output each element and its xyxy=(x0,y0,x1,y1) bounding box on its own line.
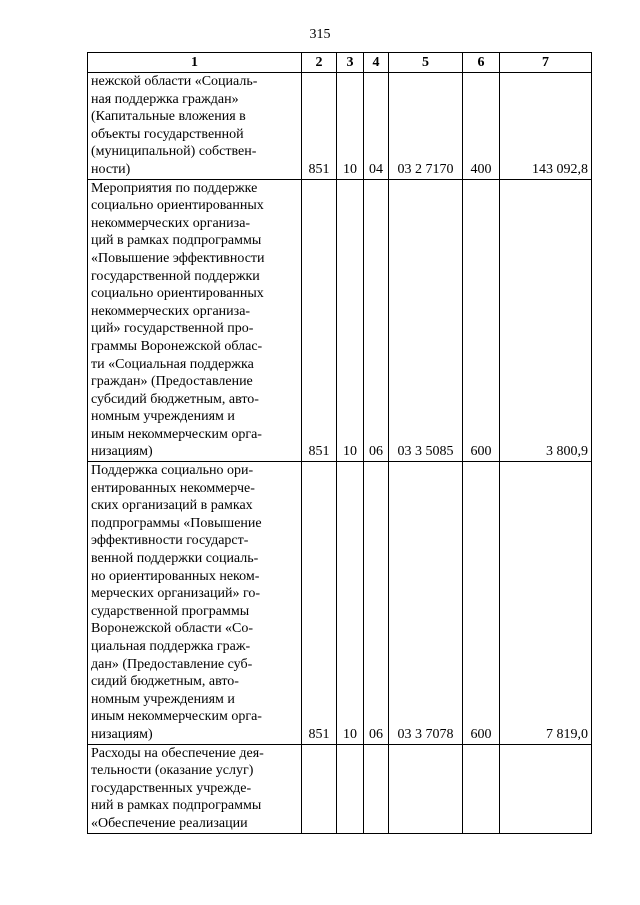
description-line: субсидий бюджетным, авто- xyxy=(91,391,259,407)
expense-type-code: 600 xyxy=(463,462,500,745)
description-line: объекты государственной xyxy=(91,126,244,142)
description-line: тельности (оказание услуг) xyxy=(91,763,254,779)
description-line: дан» (Предоставление суб- xyxy=(91,656,253,672)
column-header-1: 1 xyxy=(88,53,302,73)
description-line: мерческих организаций» го- xyxy=(91,586,261,602)
description-line: граммы Воронежской облас- xyxy=(91,338,263,354)
description-line: сидий бюджетным, авто- xyxy=(91,674,239,690)
description-line: но ориентированных неком- xyxy=(91,568,260,584)
column-header-7: 7 xyxy=(500,53,592,73)
subsection-code: 06 xyxy=(364,462,389,745)
section-code: 10 xyxy=(337,73,364,180)
section-code xyxy=(337,744,364,833)
row-description xyxy=(88,179,302,462)
ministry-code: 851 xyxy=(302,462,337,745)
row-description xyxy=(88,744,302,833)
description-line: иным некоммерческим орга- xyxy=(91,709,262,725)
description-line: некоммерческих организа- xyxy=(91,215,251,231)
description-line: ентированных некоммерче- xyxy=(91,480,255,496)
description-line: венной поддержки социаль- xyxy=(91,551,259,567)
subsection-code: 04 xyxy=(364,73,389,180)
column-header-2: 2 xyxy=(302,53,337,73)
description-line: граждан» (Предоставление xyxy=(91,374,253,390)
description-line: эффективности государст- xyxy=(91,533,249,549)
description-line: социально ориентированных xyxy=(91,198,264,214)
header-row xyxy=(88,53,592,73)
expense-type-code: 600 xyxy=(463,179,500,462)
table-row xyxy=(88,179,592,462)
amount: 7 819,0 xyxy=(500,462,592,745)
description-line: ций» государственной про- xyxy=(91,321,254,337)
description-line: иным некоммерческим орга- xyxy=(91,426,262,442)
table-row xyxy=(88,744,592,833)
description-line: подпрограммы «Повышение xyxy=(91,515,262,531)
column-header-6: 6 xyxy=(463,53,500,73)
description-line: ная поддержка граждан» xyxy=(91,91,239,107)
table-row xyxy=(88,73,592,180)
table-row xyxy=(88,462,592,745)
amount: 143 092,8 xyxy=(500,73,592,180)
description-line: ности) xyxy=(91,161,131,177)
description-line: «Обеспечение реализации xyxy=(91,815,248,831)
description-line: номным учреждениям и xyxy=(91,691,235,707)
column-header-4: 4 xyxy=(364,53,389,73)
description-line: ций в рамках подпрограммы xyxy=(91,233,262,249)
description-line: ских организаций в рамках xyxy=(91,498,253,514)
description-line: сударственной программы xyxy=(91,603,250,619)
budget-table xyxy=(87,52,592,834)
expense-type-code xyxy=(463,744,500,833)
description-line: (муниципальной) собствен- xyxy=(91,144,257,160)
ministry-code: 851 xyxy=(302,73,337,180)
page-number: 315 xyxy=(309,27,331,42)
description-line: нежской области «Социаль- xyxy=(91,74,258,89)
target-article-code: 03 2 7170 xyxy=(389,73,463,180)
amount xyxy=(500,744,592,833)
target-article-code xyxy=(389,744,463,833)
description-line: ний в рамках подпрограммы xyxy=(91,798,262,814)
ministry-code: 851 xyxy=(302,179,337,462)
section-code: 10 xyxy=(337,462,364,745)
row-description xyxy=(88,462,302,745)
description-line: социально ориентированных xyxy=(91,286,264,302)
subsection-code: 06 xyxy=(364,179,389,462)
target-article-code: 03 3 7078 xyxy=(389,462,463,745)
column-header-3: 3 xyxy=(337,53,364,73)
ministry-code xyxy=(302,744,337,833)
target-article-code: 03 3 5085 xyxy=(389,179,463,462)
subsection-code xyxy=(364,744,389,833)
description-line: Расходы на обеспечение дея- xyxy=(91,745,264,761)
column-header-5: 5 xyxy=(389,53,463,73)
description-line: Воронежской области «Со- xyxy=(91,621,254,637)
description-line: ти «Социальная поддержка xyxy=(91,356,254,372)
description-line: государственных учрежде- xyxy=(91,780,252,796)
description-line: циальная поддержка граж- xyxy=(91,639,251,654)
description-line: номным учреждениям и xyxy=(91,409,235,425)
description-line: «Повышение эффективности xyxy=(91,250,265,266)
amount: 3 800,9 xyxy=(500,179,592,462)
description-line: государственной поддержки xyxy=(91,268,260,284)
description-line: (Капитальные вложения в xyxy=(91,109,246,125)
description-line: низациям) xyxy=(91,726,153,742)
description-line: Мероприятия по поддержке xyxy=(91,180,258,196)
description-line: Поддержка социально ори- xyxy=(91,463,254,479)
description-line: некоммерческих организа- xyxy=(91,303,251,319)
row-description xyxy=(88,73,302,180)
section-code: 10 xyxy=(337,179,364,462)
description-line: низациям) xyxy=(91,444,153,460)
expense-type-code: 400 xyxy=(463,73,500,180)
